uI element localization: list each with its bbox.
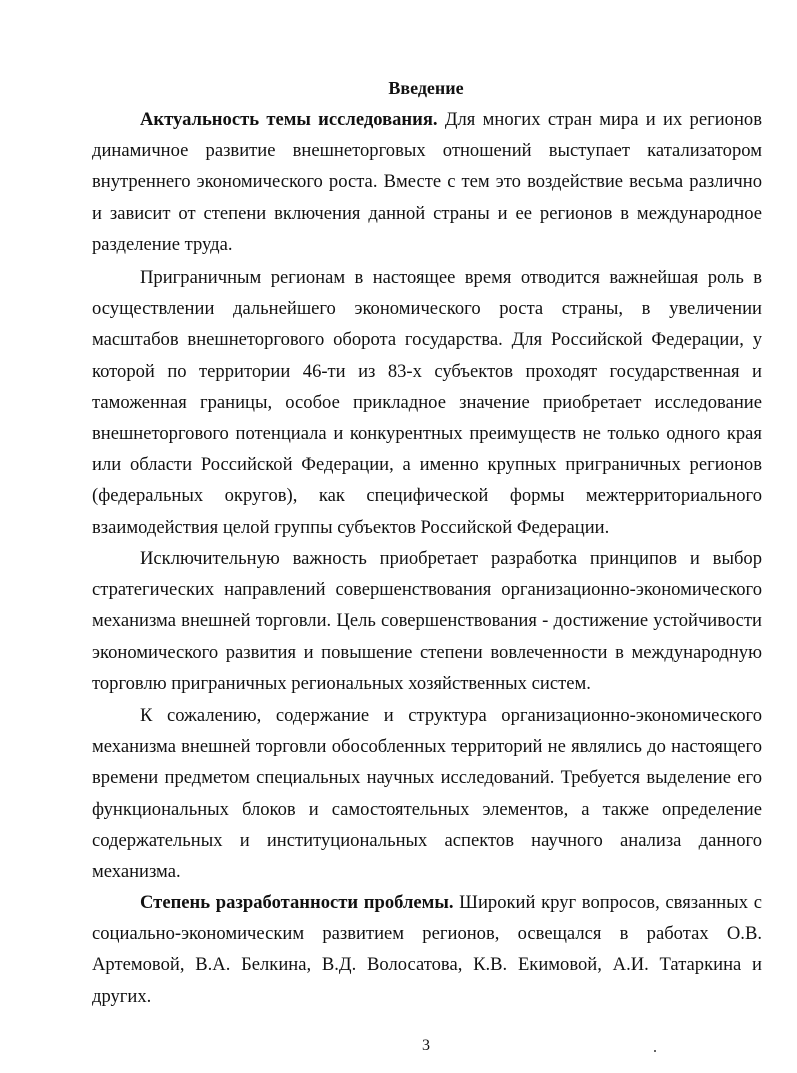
paragraph-text: К сожалению, содержание и структура организационно-экономического механизма внешней торговли обособленных территорий не являлись до настоящего времени предметом специальных научных исследований. Требуется выделение его функциональных блоков и самостоятельных элементов, а также определение содержательных и институциональных аспектов научного анализа данного механизма. <box>92 705 762 883</box>
paragraph-text: Для многих стран мира и их регионов динамичное развитие внешнеторговых отношений выступает катализатором внутреннего экономического роста. Вместе с тем это воздействие весьма различно и зависит от степени включения данной страны и ее регионов в международное разделение труда. <box>92 109 762 255</box>
paragraph-mechanism <box>92 700 762 887</box>
scan-speck <box>654 1050 656 1052</box>
paragraph-text: Широкий круг вопросов, связанных с социально-экономическим развитием регионов, освещался в работах О.В. Артемовой, В.А. Белкина, В.Д. Волосатова, К.В. Екимовой, А.И. Татаркина и других. <box>92 892 762 1007</box>
paragraph-relevance <box>92 104 762 260</box>
paragraph-text: Исключительную важность приобретает разработка принципов и выбор стратегических направлений совершенствования организационно-экономического механизма внешней торговли. Цель совершенствования - достижение устойчивости экономического развития и повышение степени вовлеченности в международную торговлю приграничных региональных хозяйственных систем. <box>92 548 762 694</box>
paragraph-lead: Актуальность темы исследования. <box>140 109 438 130</box>
paragraph-degree-of-study <box>92 887 762 1012</box>
paragraph-lead: Степень разработанности проблемы. <box>140 892 454 913</box>
paragraph-text: Приграничным регионам в настоящее время отводится важнейшая роль в осуществлении дальнейшего экономического роста страны, в увеличении масштабов внешнеторгового оборота государства. Для Российской Федерации, у которой по территории 46-ти из 83-х субъектов проходят государственная и таможенная границы, особое прикладное значение приобретает исследование внешнеторгового потенциала и конкурентных преимуществ не только одного края или области Российской Федерации, а именно крупных приграничных регионов (федеральных округов), как специфической формы межтерриториального взаимодействия целой группы субъектов Российской Федерации. <box>92 267 762 538</box>
paragraph-border-regions <box>92 262 762 543</box>
section-title: Введение <box>388 78 464 98</box>
page-number: 3 <box>422 1037 430 1054</box>
paragraph-importance <box>92 543 762 699</box>
